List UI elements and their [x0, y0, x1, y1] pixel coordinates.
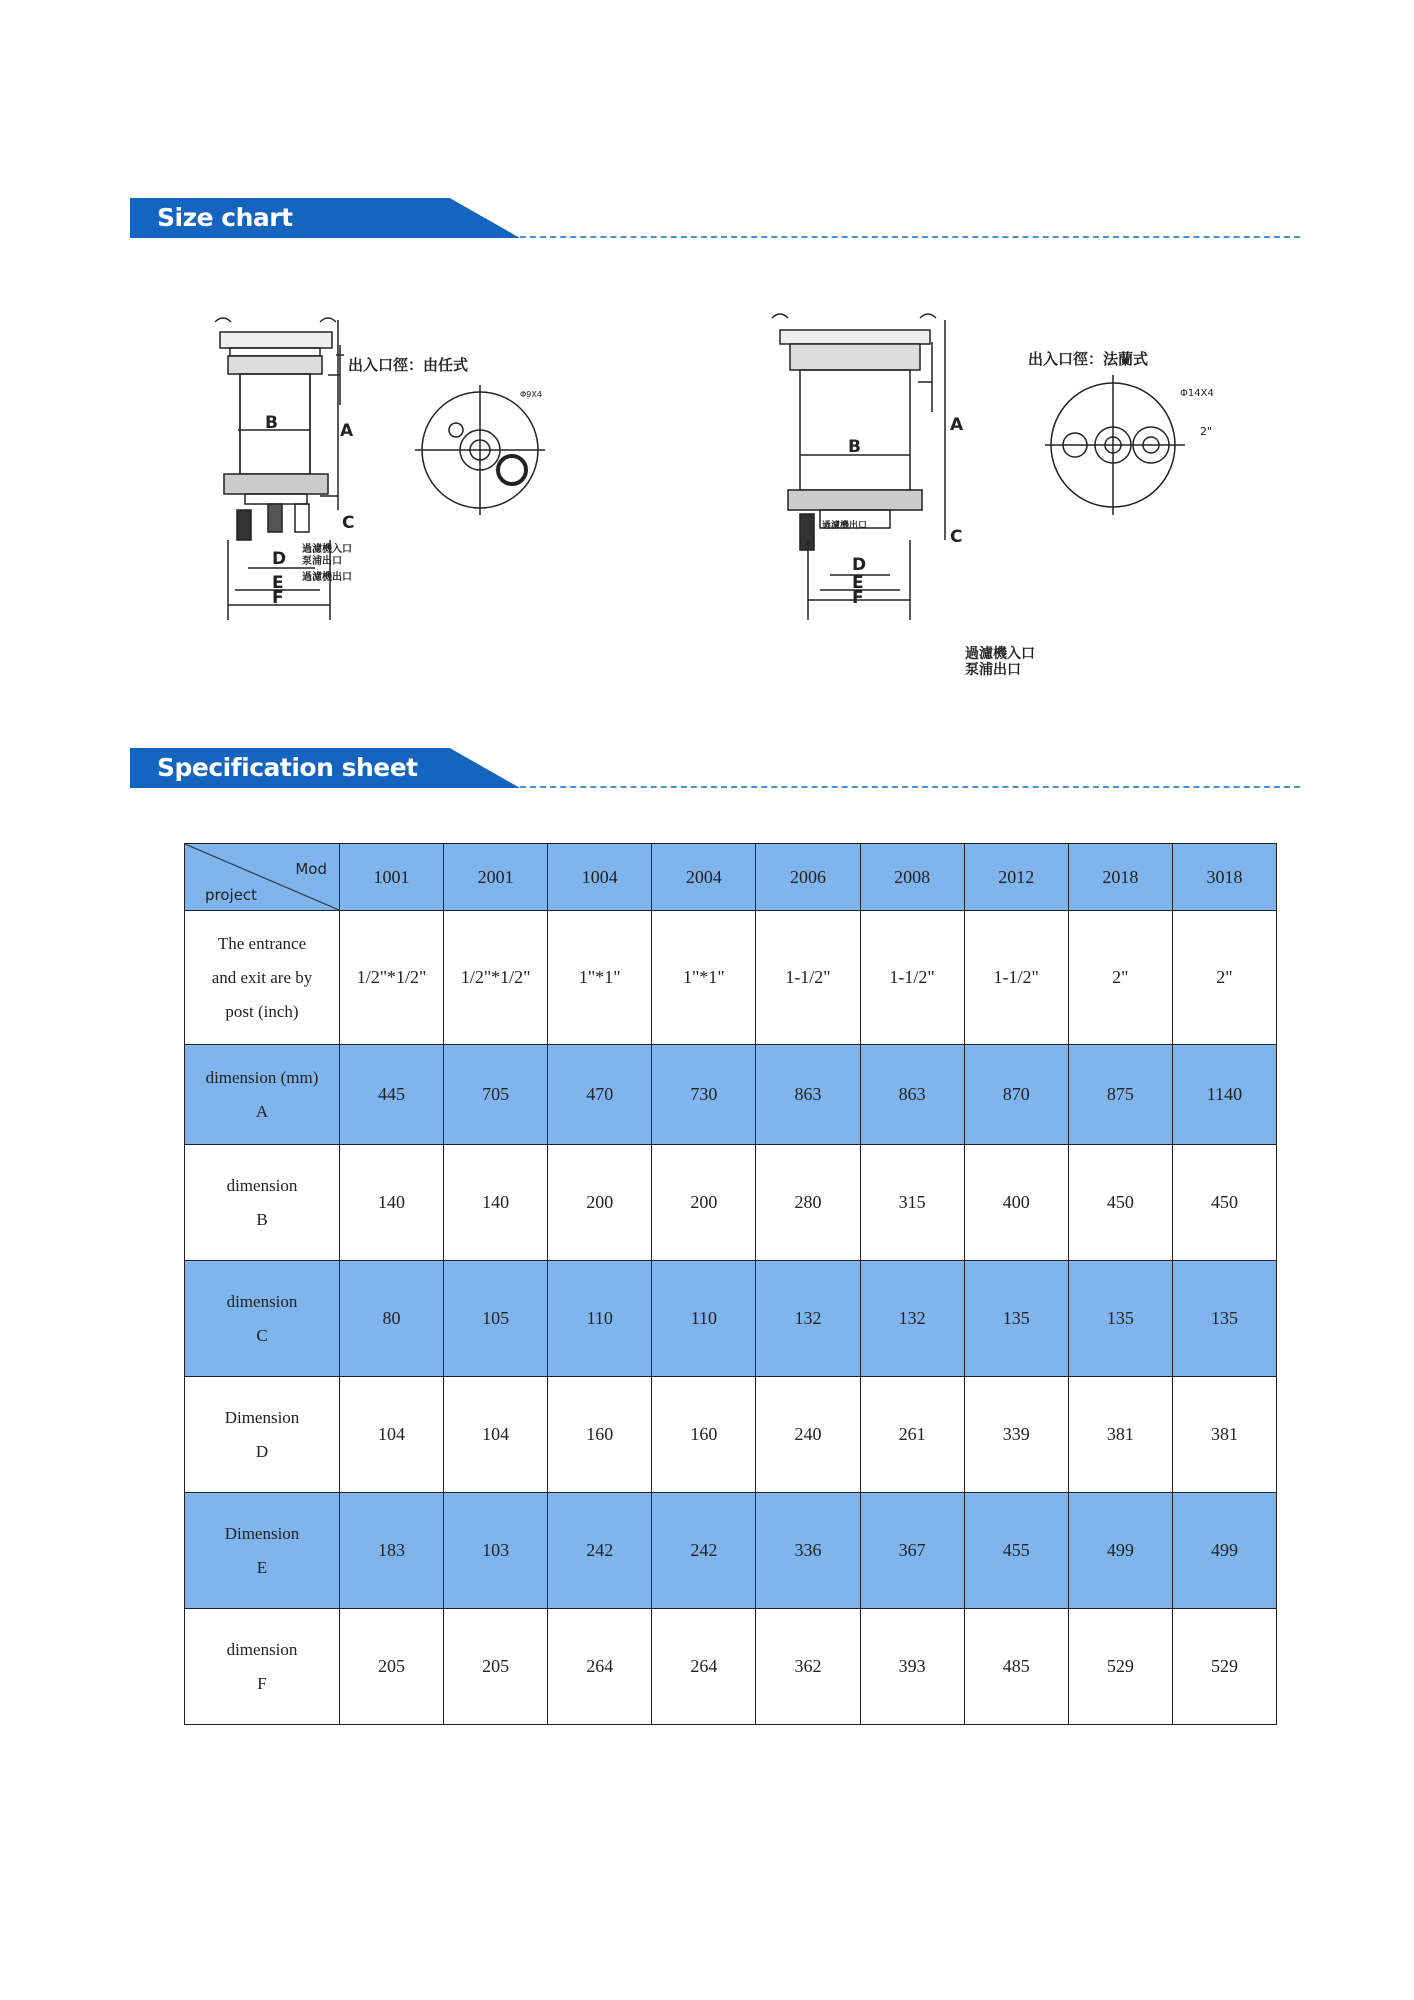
dimension-label-a: A — [950, 415, 964, 435]
row-label-line: A — [255, 1101, 269, 1121]
table-row — [185, 1045, 1277, 1145]
row-label-line: dimension — [226, 1175, 298, 1195]
table-cell: 160 — [652, 1377, 756, 1493]
table-cell: 104 — [340, 1377, 444, 1493]
table-cell: 455 — [964, 1493, 1068, 1609]
row-label-line: D — [255, 1441, 269, 1461]
table-cell: 450 — [1172, 1145, 1276, 1261]
dimension-label-e: E — [852, 573, 864, 593]
drawing-union-type — [190, 300, 650, 730]
table-cell: 875 — [1068, 1045, 1172, 1145]
table-cell: 470 — [548, 1045, 652, 1145]
row-label-line: post (inch) — [225, 1001, 299, 1021]
table-cell: 400 — [964, 1145, 1068, 1261]
port-note: 過濾機入口 — [302, 544, 352, 555]
dimension-label-e: E — [272, 573, 284, 593]
table-cell: 1-1/2" — [860, 911, 964, 1045]
table-cell: 140 — [340, 1145, 444, 1261]
table-cell: 160 — [548, 1377, 652, 1493]
row-label — [185, 911, 340, 1045]
table-cell: 110 — [548, 1261, 652, 1377]
filter-drawing-right — [760, 300, 1260, 730]
table-cell: 336 — [756, 1493, 860, 1609]
table-cell: 499 — [1172, 1493, 1276, 1609]
row-label-line: C — [256, 1325, 268, 1345]
dimension-label-c: C — [950, 527, 963, 547]
section-header-size-chart — [130, 198, 1300, 242]
outlet-note: 過濾機出口 — [822, 521, 868, 531]
dimension-label-d: D — [852, 555, 867, 575]
table-cell: 485 — [964, 1609, 1068, 1725]
model-header: 2004 — [652, 844, 756, 911]
port-note: 泵浦出口 — [302, 556, 342, 567]
table-cell: 381 — [1172, 1377, 1276, 1493]
row-label — [185, 1145, 340, 1261]
port-note: 過濾機入口 — [965, 646, 1035, 662]
table-cell: 205 — [340, 1609, 444, 1725]
table-cell: 105 — [444, 1261, 548, 1377]
table-row — [185, 1145, 1277, 1261]
row-label-line: B — [256, 1209, 268, 1229]
row-label-line: dimension — [226, 1291, 298, 1311]
row-label-line: E — [256, 1557, 268, 1577]
table-cell: 104 — [444, 1377, 548, 1493]
table-cell: 132 — [756, 1261, 860, 1377]
table-cell: 381 — [1068, 1377, 1172, 1493]
table-cell: 529 — [1172, 1609, 1276, 1725]
table-cell: 1/2"*1/2" — [444, 911, 548, 1045]
dashed-divider — [520, 786, 1300, 788]
model-header: 2008 — [860, 844, 964, 911]
row-label — [185, 1493, 340, 1609]
model-header: 2018 — [1068, 844, 1172, 911]
table-cell: 863 — [860, 1045, 964, 1145]
table-cell: 183 — [340, 1493, 444, 1609]
table-cell: 135 — [964, 1261, 1068, 1377]
dimension-label-b: B — [265, 413, 278, 433]
table-cell: 1"*1" — [548, 911, 652, 1045]
model-header: 2006 — [756, 844, 860, 911]
row-label — [185, 1377, 340, 1493]
section-title: Size chart — [157, 203, 293, 232]
table-cell: 200 — [652, 1145, 756, 1261]
row-label-line: Dimension — [224, 1523, 300, 1543]
table-cell: 362 — [756, 1609, 860, 1725]
size-note: 2" — [1200, 425, 1213, 438]
table-cell: 80 — [340, 1261, 444, 1377]
table-cell: 705 — [444, 1045, 548, 1145]
row-label-line: dimension — [226, 1639, 298, 1659]
row-label — [185, 1045, 340, 1145]
corner-model-label: Mod — [295, 860, 327, 878]
dashed-divider — [520, 236, 1300, 238]
table-cell: 280 — [756, 1145, 860, 1261]
dimension-label-a: A — [340, 421, 354, 441]
table-cell: 863 — [756, 1045, 860, 1145]
table-cell: 240 — [756, 1377, 860, 1493]
table-cell: 870 — [964, 1045, 1068, 1145]
model-header: 2012 — [964, 844, 1068, 911]
table-cell: 1140 — [1172, 1045, 1276, 1145]
dimension-label-b: B — [848, 437, 861, 457]
table-cell: 529 — [1068, 1609, 1172, 1725]
table-cell: 315 — [860, 1145, 964, 1261]
table-cell: 264 — [548, 1609, 652, 1725]
model-header: 2001 — [444, 844, 548, 911]
table-header-row — [185, 844, 1277, 911]
table-row — [185, 1261, 1277, 1377]
table-cell: 205 — [444, 1609, 548, 1725]
table-cell: 499 — [1068, 1493, 1172, 1609]
model-header: 3018 — [1172, 844, 1276, 911]
table-cell: 2" — [1172, 911, 1276, 1045]
table-cell: 110 — [652, 1261, 756, 1377]
corner-project-label: project — [205, 886, 258, 904]
table-cell: 730 — [652, 1045, 756, 1145]
table-cell: 1-1/2" — [964, 911, 1068, 1045]
table-cell: 200 — [548, 1145, 652, 1261]
hole-note: Φ9X4 — [520, 390, 542, 399]
section-header-specification-sheet — [130, 748, 1300, 792]
drawing-flange-type — [760, 300, 1260, 730]
section-title: Specification sheet — [157, 753, 418, 782]
row-label-line: and exit are by — [211, 967, 313, 987]
drawing-caption: 出入口徑：由任式 — [348, 356, 469, 374]
table-cell: 445 — [340, 1045, 444, 1145]
dimension-label-f: F — [272, 588, 284, 608]
table-cell: 393 — [860, 1609, 964, 1725]
table-cell: 261 — [860, 1377, 964, 1493]
specification-table — [184, 843, 1277, 1725]
row-label-line: The entrance — [217, 933, 307, 953]
port-note: 泵浦出口 — [965, 662, 1021, 678]
table-cell: 1"*1" — [652, 911, 756, 1045]
table-cell: 140 — [444, 1145, 548, 1261]
table-cell: 2" — [1068, 911, 1172, 1045]
table-row — [185, 1493, 1277, 1609]
model-header: 1001 — [340, 844, 444, 911]
table-cell: 1-1/2" — [756, 911, 860, 1045]
table-cell: 242 — [548, 1493, 652, 1609]
dimension-label-d: D — [272, 549, 287, 569]
dimension-label-f: F — [852, 588, 864, 608]
corner-header — [185, 844, 340, 911]
row-label-line: Dimension — [224, 1407, 300, 1427]
port-note: 過濾機出口 — [302, 572, 352, 583]
table-cell: 135 — [1068, 1261, 1172, 1377]
drawing-caption: 出入口徑：法蘭式 — [1028, 350, 1149, 368]
row-label-line: F — [257, 1673, 267, 1693]
table-cell: 242 — [652, 1493, 756, 1609]
table-cell: 1/2"*1/2" — [340, 911, 444, 1045]
hole-note: Φ14X4 — [1180, 388, 1214, 399]
row-label — [185, 1261, 340, 1377]
model-header: 1004 — [548, 844, 652, 911]
table-cell: 132 — [860, 1261, 964, 1377]
row-label — [185, 1609, 340, 1725]
table-cell: 264 — [652, 1609, 756, 1725]
table-cell: 339 — [964, 1377, 1068, 1493]
dimension-label-c: C — [342, 513, 355, 533]
filter-drawing-left — [190, 300, 650, 730]
table-cell: 367 — [860, 1493, 964, 1609]
table-cell: 103 — [444, 1493, 548, 1609]
table-cell: 135 — [1172, 1261, 1276, 1377]
table-row — [185, 1377, 1277, 1493]
row-label-line: dimension (mm) — [205, 1067, 319, 1087]
table-cell: 450 — [1068, 1145, 1172, 1261]
table-row — [185, 911, 1277, 1045]
table-row — [185, 1609, 1277, 1725]
